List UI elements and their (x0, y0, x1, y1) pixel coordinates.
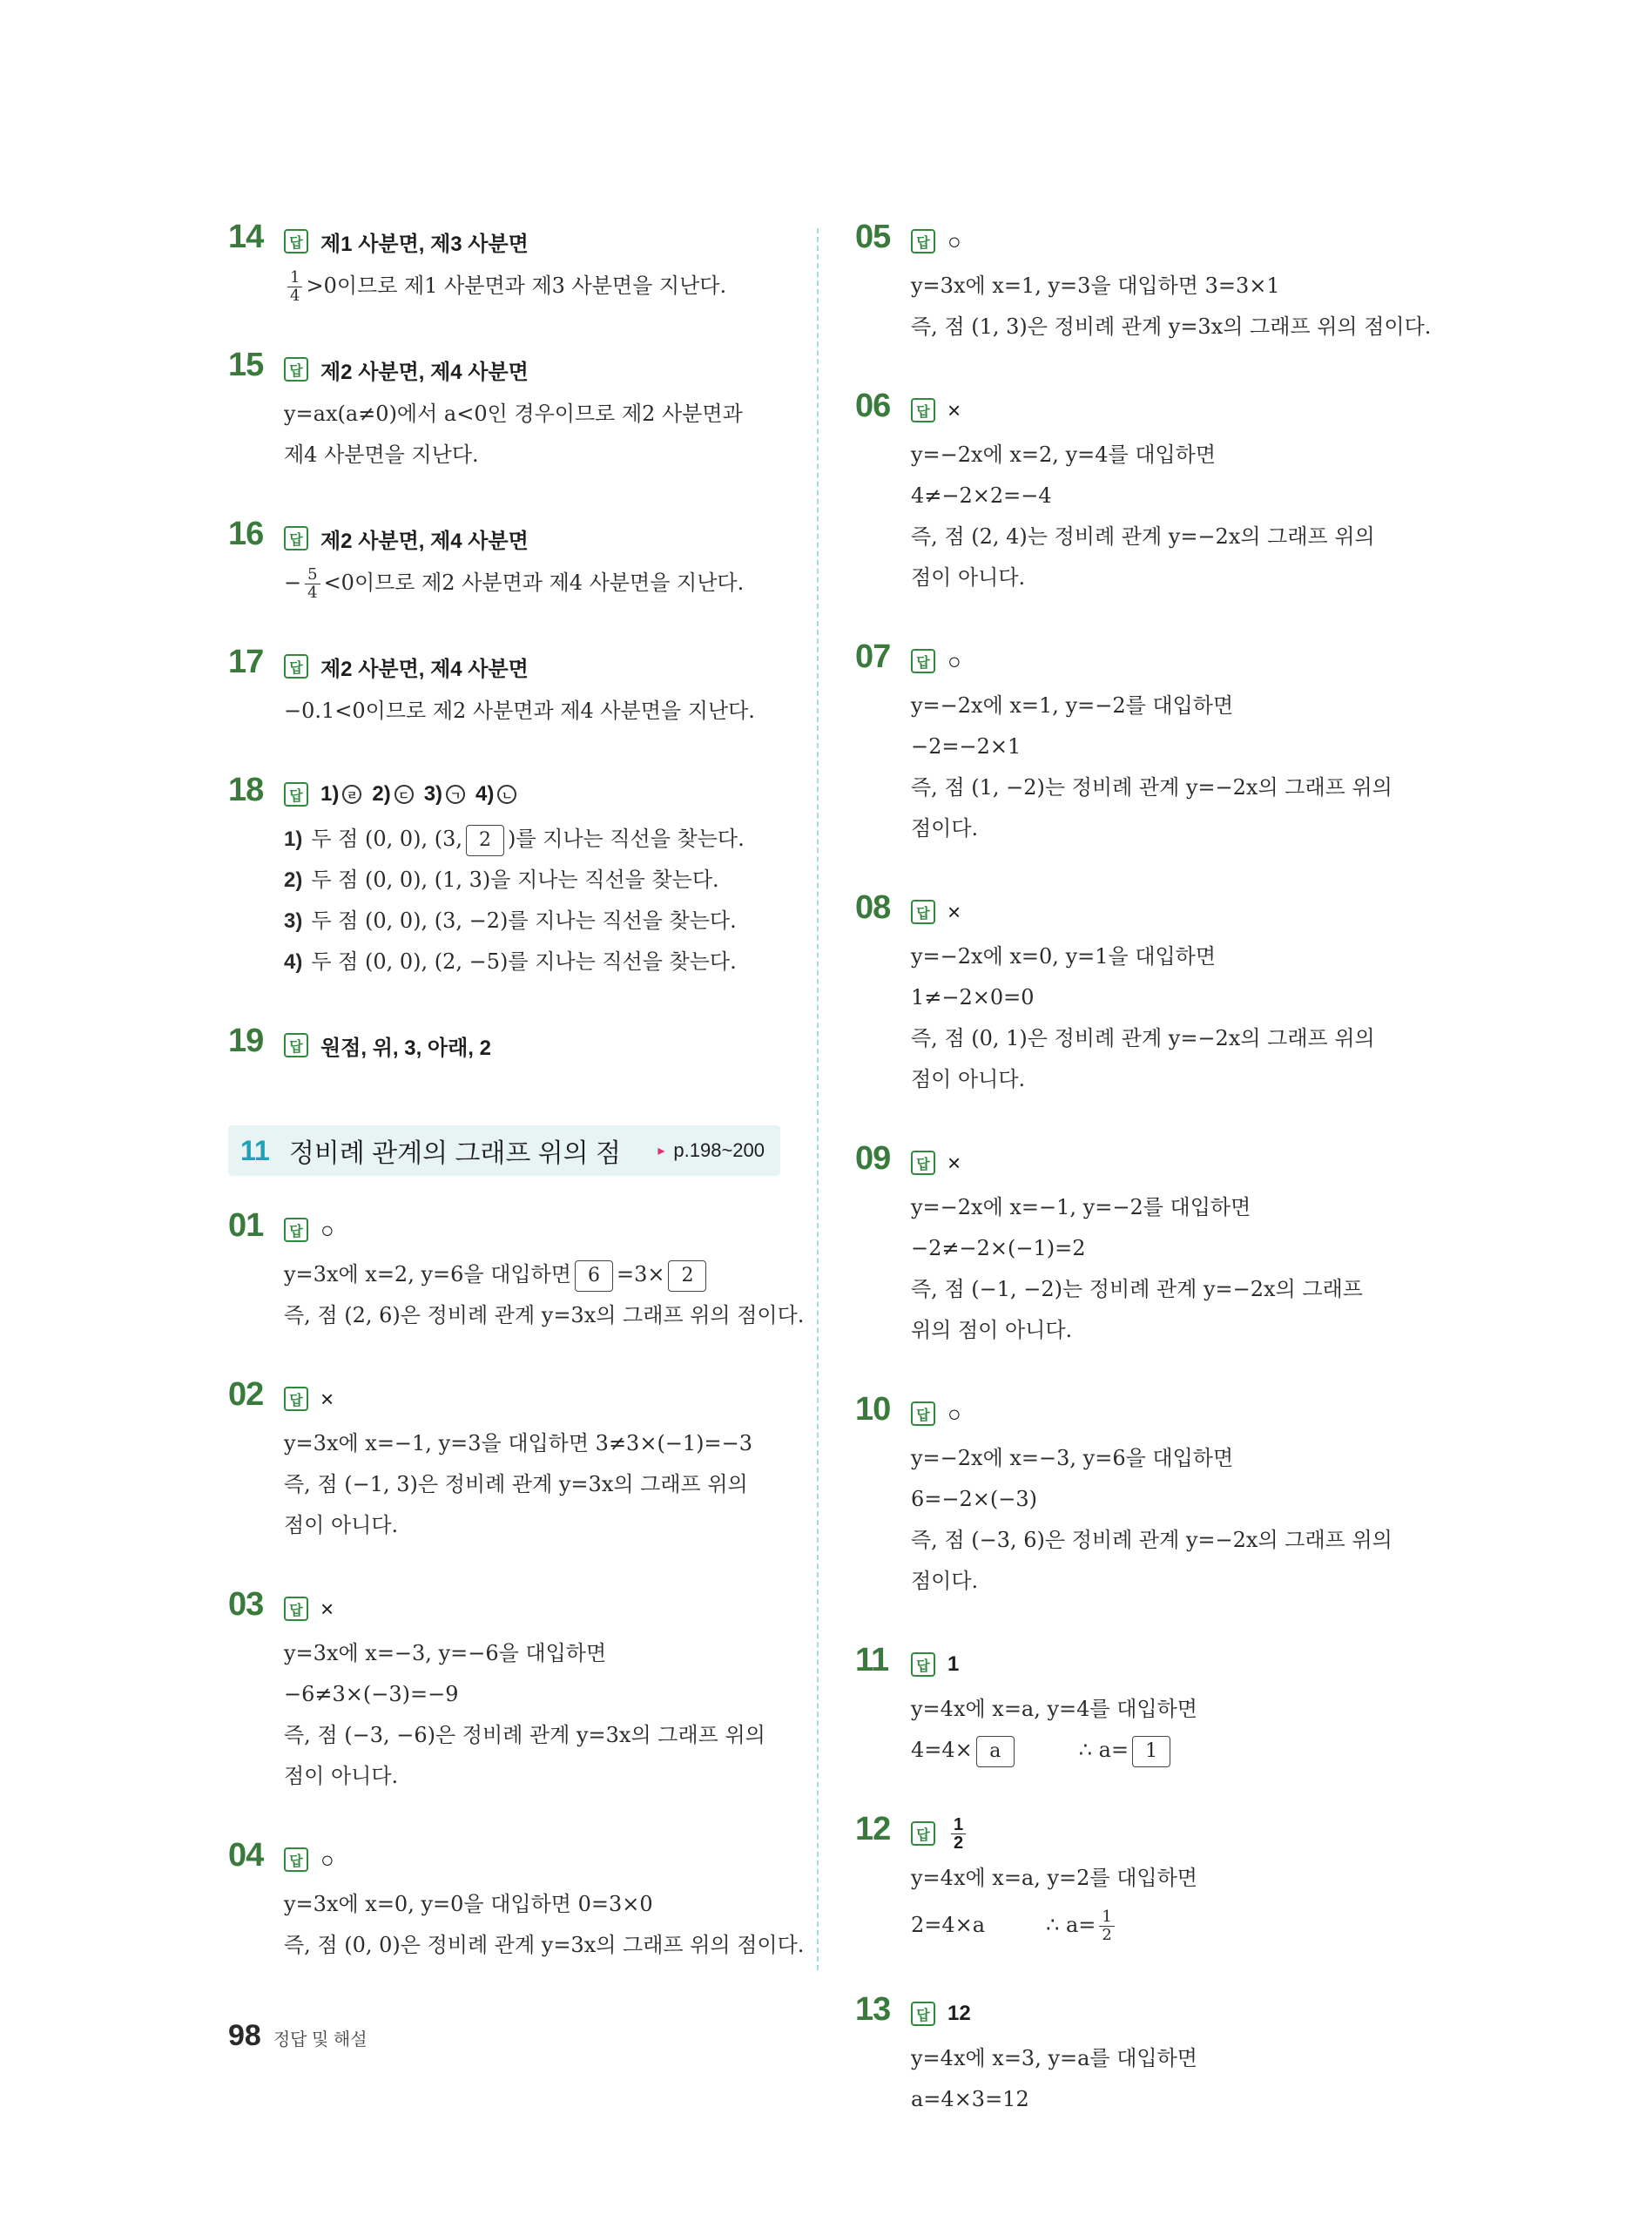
explanation-line (284, 819, 786, 860)
fraction-numerator: 1 (951, 1816, 966, 1834)
problem-18 (228, 772, 786, 983)
sub-number: 2) (284, 868, 303, 892)
problem-number: 09 (855, 1140, 891, 1177)
fraction-numerator: 5 (305, 566, 320, 584)
problem-05 (855, 219, 1432, 348)
problem-08 (855, 889, 1430, 1100)
explanation-line: 점이다. (911, 816, 979, 841)
answer-badge: 답 (284, 782, 308, 807)
explanation-line (284, 563, 786, 604)
explanation-line: −2=−2×1 (911, 734, 1022, 759)
explanation-line (284, 1254, 786, 1295)
answer-row (284, 775, 786, 814)
page-footer (228, 2019, 367, 2053)
explanation-line: −6≠3×(−3)=−9 (284, 1682, 459, 1706)
problem-number: 07 (855, 638, 891, 675)
explanation-line (911, 1730, 1430, 1771)
problem-number: 12 (855, 1811, 891, 1847)
explanation-text: 두 점 (0, 0), (2, −5)를 지나는 직선을 찾는다. (311, 949, 737, 974)
explanation-line: y=3x에 x=−3, y=−6을 대입하면 (284, 1641, 607, 1665)
explanation-line (911, 1899, 1430, 1951)
fraction-denominator: 2 (954, 1833, 964, 1853)
explanation-text: )를 지나는 직선을 찾는다. (508, 827, 745, 851)
explanation-line: 즉, 점 (−3, 6)은 정비례 관계 y=−2x의 그래프 위의 (911, 1528, 1392, 1552)
footer-label: 정답 및 해설 (273, 2030, 367, 2050)
problem-12 (855, 1811, 1430, 1951)
problem-07 (855, 638, 1430, 849)
answer-row (911, 1395, 1430, 1433)
problem-01 (228, 1207, 805, 1336)
arrow-icon: ▸ (657, 1144, 665, 1158)
explanation-line: 즉, 점 (−3, −6)은 정비례 관계 y=3x의 그래프 위의 (284, 1723, 765, 1747)
answer-row (911, 893, 1430, 931)
answer-badge: 답 (911, 900, 935, 924)
answer-badge: 답 (911, 1401, 935, 1426)
answer-text: 제2 사분면, 제4 사분면 (320, 360, 529, 384)
sub-number: 1) (284, 827, 303, 851)
explanation-line: 점이다. (911, 1569, 979, 1593)
sub-answer-label: 3) (423, 782, 443, 806)
problem-number: 19 (228, 1023, 264, 1059)
answer-badge: 답 (284, 1218, 308, 1242)
circled-letter: ㄱ (446, 785, 465, 804)
problem-02 (228, 1376, 786, 1546)
answer-badge: 답 (284, 1033, 308, 1057)
answer-badge: 답 (284, 1847, 308, 1872)
problem-10 (855, 1391, 1430, 1602)
problem-number: 14 (228, 219, 264, 255)
problem-15 (228, 347, 786, 476)
answer-badge: 답 (284, 357, 308, 382)
right-column (855, 219, 1432, 2164)
explanation-line: y=3x에 x=0, y=0을 대입하면 0=3×0 (284, 1892, 653, 1916)
problem-number: 03 (228, 1586, 264, 1623)
explanation-line: 4≠−2×2=−4 (911, 483, 1052, 508)
problem-17 (228, 644, 786, 732)
answer-box: 2 (466, 825, 504, 856)
circled-letter: ㄷ (394, 785, 414, 804)
explanation-text: 두 점 (0, 0), (1, 3)을 지나는 직선을 찾는다. (311, 868, 719, 892)
explanation-text: ∴ a= (1046, 1913, 1096, 1937)
section-page-ref: p.198~200 (673, 1139, 765, 1161)
fraction (305, 566, 320, 602)
fraction-numerator: 1 (1099, 1908, 1114, 1927)
explanation-line (284, 901, 786, 942)
explanation-line: y=ax(a≠0)에서 a<0인 경우이므로 제2 사분면과 (284, 402, 743, 426)
explanation-line: y=4x에 x=3, y=a를 대입하면 (911, 2046, 1197, 2070)
problem-number: 06 (855, 388, 891, 424)
fraction (1099, 1908, 1114, 1944)
problem-number: 08 (855, 889, 891, 926)
answer-text: 제2 사분면, 제4 사분면 (320, 529, 529, 553)
problem-06 (855, 388, 1430, 598)
answer-symbol: × (320, 1385, 334, 1412)
problem-number: 13 (855, 1991, 891, 2028)
answer-badge: 답 (284, 1387, 308, 1411)
answer-box: 6 (575, 1260, 613, 1292)
answer-badge: 답 (284, 654, 308, 679)
explanation-line: 점이 아니다. (284, 1764, 399, 1788)
problem-13 (855, 1991, 1430, 2120)
sub-number: 3) (284, 909, 303, 933)
problem-number: 15 (228, 347, 264, 383)
answer-symbol: ○ (320, 1216, 334, 1243)
sub-answer-label: 1) (320, 782, 340, 806)
answer-row (284, 519, 786, 557)
sub-answer-label: 2) (372, 782, 391, 806)
explanation-line: y=−2x에 x=−1, y=−2를 대입하면 (911, 1195, 1251, 1219)
fraction (287, 269, 302, 305)
answer-box: 2 (668, 1260, 706, 1292)
explanation-line: y=4x에 x=a, y=4를 대입하면 (911, 1697, 1197, 1721)
answer-symbol: × (320, 1595, 334, 1622)
answer-badge: 답 (911, 229, 935, 253)
sub-number: 4) (284, 950, 303, 974)
answer-text: 1 (947, 1652, 960, 1676)
answer-row (284, 1380, 786, 1418)
problem-number: 02 (228, 1376, 264, 1413)
answer-badge: 답 (911, 1821, 935, 1846)
explanation-line: 위의 점이 아니다. (911, 1318, 1073, 1342)
explanation-line: 점이 아니다. (911, 565, 1026, 590)
answer-text: 12 (947, 2002, 971, 2025)
explanation-line: y=3x에 x=1, y=3을 대입하면 3=3×1 (911, 273, 1280, 298)
answer-symbol: × (947, 898, 961, 925)
problem-16 (228, 516, 786, 604)
explanation-line: 즉, 점 (0, 0)은 정비례 관계 y=3x의 그래프 위의 점이다. (284, 1933, 805, 1957)
explanation-line: −2≠−2×(−1)=2 (911, 1236, 1086, 1260)
circled-letter: ㄴ (497, 785, 516, 804)
answer-fraction (951, 1816, 966, 1852)
page-number: 98 (228, 2019, 261, 2052)
answer-badge: 답 (911, 649, 935, 673)
explanation-line: 점이 아니다. (911, 1067, 1026, 1091)
problem-number: 17 (228, 644, 264, 680)
explanation-text: y=3x에 x=2, y=6을 대입하면 (284, 1262, 571, 1286)
problem-number: 18 (228, 772, 264, 808)
answer-symbol: ○ (947, 227, 961, 254)
answer-text: 원점, 위, 3, 아래, 2 (320, 1036, 491, 1060)
problem-number: 04 (228, 1837, 264, 1874)
problem-11 (855, 1642, 1430, 1771)
explanation-line: y=−2x에 x=−3, y=6을 대입하면 (911, 1446, 1234, 1470)
answer-row (911, 222, 1430, 260)
explanation-line: y=−2x에 x=1, y=−2를 대입하면 (911, 693, 1234, 718)
answer-symbol: ○ (320, 1846, 334, 1873)
fraction-numerator: 1 (287, 269, 302, 287)
answer-row (911, 1814, 1430, 1853)
explanation-text: ∴ a= (1078, 1738, 1129, 1762)
explanation-line: y=−2x에 x=2, y=4를 대입하면 (911, 442, 1217, 467)
explanation-line: 즉, 점 (2, 6)은 정비례 관계 y=3x의 그래프 위의 점이다. (284, 1303, 805, 1327)
explanation-line: −0.1<0이므로 제2 사분면과 제4 사분면을 지난다. (284, 699, 755, 723)
problem-19 (228, 1023, 786, 1064)
answer-badge: 답 (284, 1597, 308, 1621)
answer-row (911, 1995, 1430, 2033)
explanation-text: 4=4× (911, 1738, 973, 1762)
left-column (228, 219, 805, 2009)
explanation-line: 즉, 점 (−1, −2)는 정비례 관계 y=−2x의 그래프 (911, 1277, 1363, 1301)
problem-number: 16 (228, 516, 264, 552)
answer-row (911, 1144, 1430, 1182)
problem-number: 11 (855, 1642, 889, 1678)
answer-badge: 답 (911, 398, 935, 422)
explanation-line: y=3x에 x=−1, y=3을 대입하면 3≠3×(−1)=−3 (284, 1431, 753, 1455)
problem-14 (228, 219, 786, 307)
circled-letter: ㄹ (342, 785, 361, 804)
explanation-line (284, 942, 786, 983)
answer-row (911, 1645, 1430, 1684)
problem-number: 05 (855, 219, 891, 255)
problem-09 (855, 1140, 1430, 1351)
explanation-line (284, 266, 786, 307)
answer-symbol: × (947, 1149, 961, 1176)
explanation-line: 점이 아니다. (284, 1513, 399, 1537)
explanation-line (284, 860, 786, 901)
answer-text: 제2 사분면, 제4 사분면 (320, 657, 529, 681)
explanation-line: 즉, 점 (0, 1)은 정비례 관계 y=−2x의 그래프 위의 (911, 1026, 1375, 1050)
explanation-line: 즉, 점 (2, 4)는 정비례 관계 y=−2x의 그래프 위의 (911, 524, 1375, 549)
explanation-line: 1≠−2×0=0 (911, 985, 1035, 1010)
answer-symbol: ○ (947, 647, 961, 674)
explanation-text: 2=4×a (911, 1913, 986, 1937)
answer-row (284, 1211, 786, 1249)
answer-badge: 답 (911, 2002, 935, 2026)
explanation-line: 즉, 점 (1, 3)은 정비례 관계 y=3x의 그래프 위의 점이다. (911, 314, 1432, 339)
answer-badge: 답 (284, 229, 308, 253)
answer-badge: 답 (911, 1151, 935, 1175)
section-header (228, 1125, 780, 1176)
answer-symbol: ○ (947, 1400, 961, 1427)
answer-box: 1 (1132, 1736, 1170, 1767)
answer-symbol: × (947, 396, 961, 423)
explanation-text: =3× (616, 1262, 665, 1286)
answer-row (284, 350, 786, 388)
section-number: 11 (240, 1134, 270, 1166)
problem-number: 10 (855, 1391, 891, 1428)
explanation-line: y=4x에 x=a, y=2를 대입하면 (911, 1866, 1197, 1890)
problem-03 (228, 1586, 786, 1797)
explanation-text: 두 점 (0, 0), (3, (311, 827, 463, 851)
sub-answer-label: 4) (475, 782, 495, 806)
answer-badge: 답 (284, 526, 308, 550)
explanation-line: a=4×3=12 (911, 2087, 1029, 2111)
column-divider (817, 228, 819, 1970)
explanation-line: 즉, 점 (1, −2)는 정비례 관계 y=−2x의 그래프 위의 (911, 775, 1392, 800)
answer-row (284, 647, 786, 685)
answer-row (284, 222, 786, 260)
answer-box: a (976, 1736, 1015, 1767)
answer-badge: 답 (911, 1652, 935, 1677)
fraction-denominator: 4 (290, 287, 300, 305)
answer-row (284, 1590, 786, 1628)
explanation-line: 즉, 점 (−1, 3)은 정비례 관계 y=3x의 그래프 위의 (284, 1472, 748, 1496)
explanation-text: <0이므로 제2 사분면과 제4 사분면을 지난다. (323, 571, 745, 595)
explanation-line: 제4 사분면을 지난다. (284, 442, 479, 467)
fraction-denominator: 2 (1102, 1926, 1112, 1944)
explanation-line: y=−2x에 x=0, y=1을 대입하면 (911, 944, 1217, 969)
explanation-line: 6=−2×(−3) (911, 1487, 1037, 1511)
answer-row (284, 1840, 786, 1879)
answer-row (284, 1026, 786, 1064)
minus-sign: − (284, 571, 302, 595)
answer-row (911, 642, 1430, 680)
problem-number: 01 (228, 1207, 264, 1244)
answer-row (911, 391, 1430, 429)
fraction-denominator: 4 (307, 584, 318, 602)
explanation-text: 두 점 (0, 0), (3, −2)를 지나는 직선을 찾는다. (311, 908, 737, 933)
explanation-text: >0이므로 제1 사분면과 제3 사분면을 지난다. (306, 273, 727, 298)
problem-04 (228, 1837, 805, 1966)
section-title: 정비례 관계의 그래프 위의 점 (288, 1139, 621, 1168)
answer-text: 제1 사분면, 제3 사분면 (320, 232, 529, 256)
